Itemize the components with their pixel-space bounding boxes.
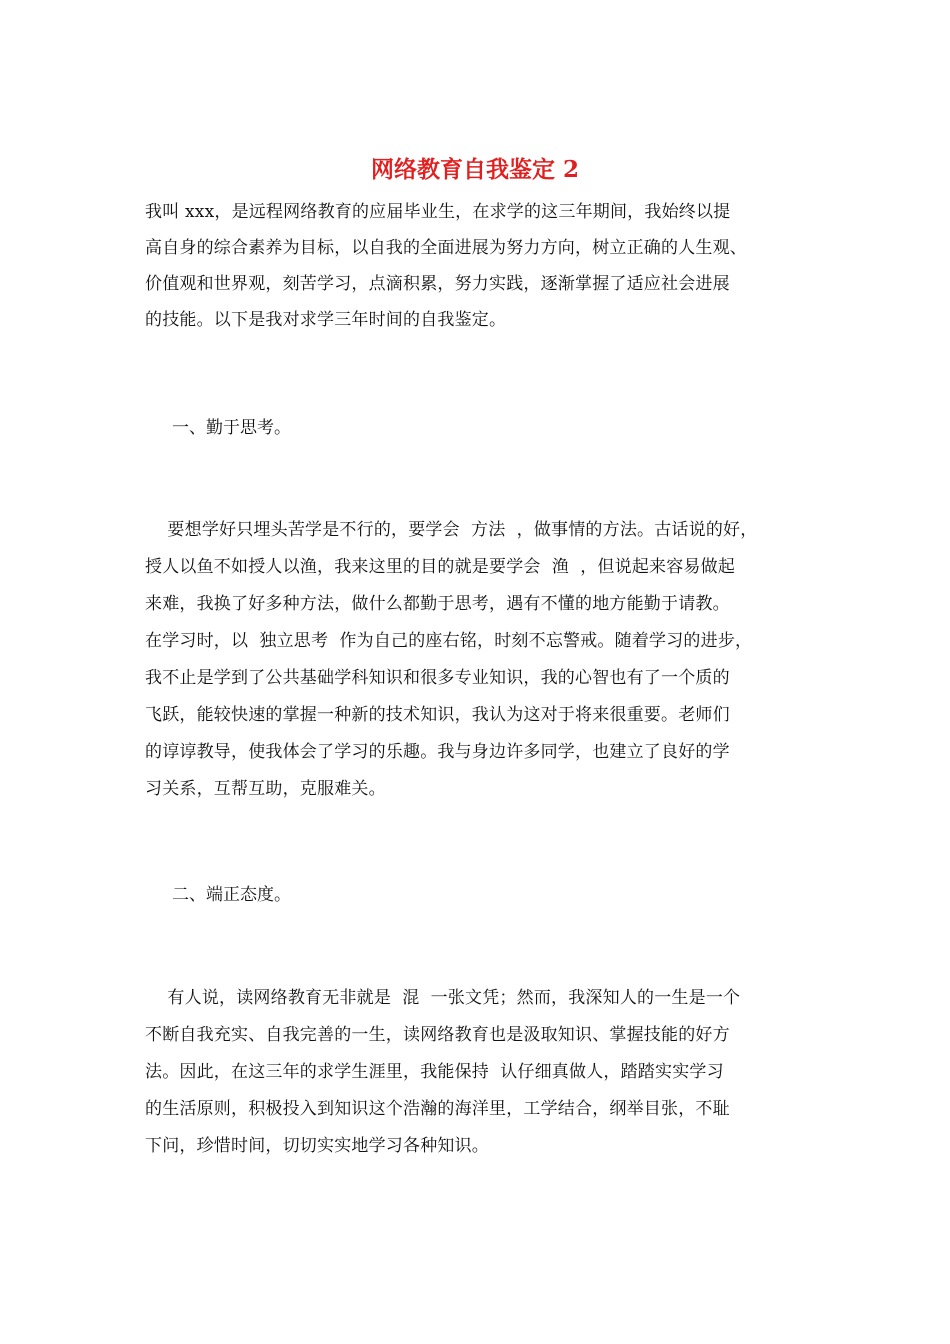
section-2-line-3: 法。因此，在这三年的求学生涯里，我能保持 认仔细真做人，踏踏实实学习 [145,1062,724,1082]
section-1-line-4: 在学习时，以 独立思考 作为自己的座右铭，时刻不忘警戒。随着学习的进步， [145,631,753,651]
section-1-line-8: 习关系，互帮互助，克服难关。 [145,779,386,799]
intro-line-3: 价值观和世界观，刻苦学习，点滴积累，努力实践，逐渐掌握了适应社会进展 [145,274,730,294]
section-2-line-1: 有人说，读网络教育无非就是 混 一张文凭；然而，我深知人的一生是一个 [145,988,741,1008]
section-1-line-2: 授人以鱼不如授人以渔，我来这里的目的就是要学会 渔 ，但说起来容易做起 [145,557,736,577]
section-1-line-1: 要想学好只埋头苦学是不行的，要学会 方法 ，做事情的方法。古话说的好， [145,520,758,540]
section-2-heading: 二、端正态度。 [172,885,291,905]
intro-line-4: 的技能。以下是我对求学三年时间的自我鉴定。 [145,310,507,330]
intro-line-1: 我叫 xxx，是远程网络教育的应届毕业生，在求学的这三年期间，我始终以提 [145,202,731,222]
intro-line-2: 高自身的综合素养为目标，以自我的全面进展为努力方向，树立正确的人生观、 [145,238,747,258]
document-title: 网络教育自我鉴定 2 [370,156,579,183]
section-2-line-5: 下问，珍惜时间，切切实实地学习各种知识。 [145,1136,489,1156]
section-2-line-2: 不断自我充实、自我完善的一生，读网络教育也是汲取知识、掌握技能的好方 [145,1025,730,1045]
section-2-line-4: 的生活原则，积极投入到知识这个浩瀚的海洋里，工学结合，纲举目张，不耻 [145,1099,730,1119]
section-1-line-6: 飞跃，能较快速的掌握一种新的技术知识，我认为这对于将来很重要。老师们 [145,705,730,725]
section-1-line-5: 我不止是学到了公共基础学科知识和很多专业知识，我的心智也有了一个质的 [145,668,730,688]
section-1-heading: 一、勤于思考。 [172,418,291,438]
section-1-line-3: 来难，我换了好多种方法，做什么都勤于思考，遇有不懂的地方能勤于请教。 [145,594,730,614]
section-1-line-7: 的谆谆教导，使我体会了学习的乐趣。我与身边许多同学，也建立了良好的学 [145,742,730,762]
